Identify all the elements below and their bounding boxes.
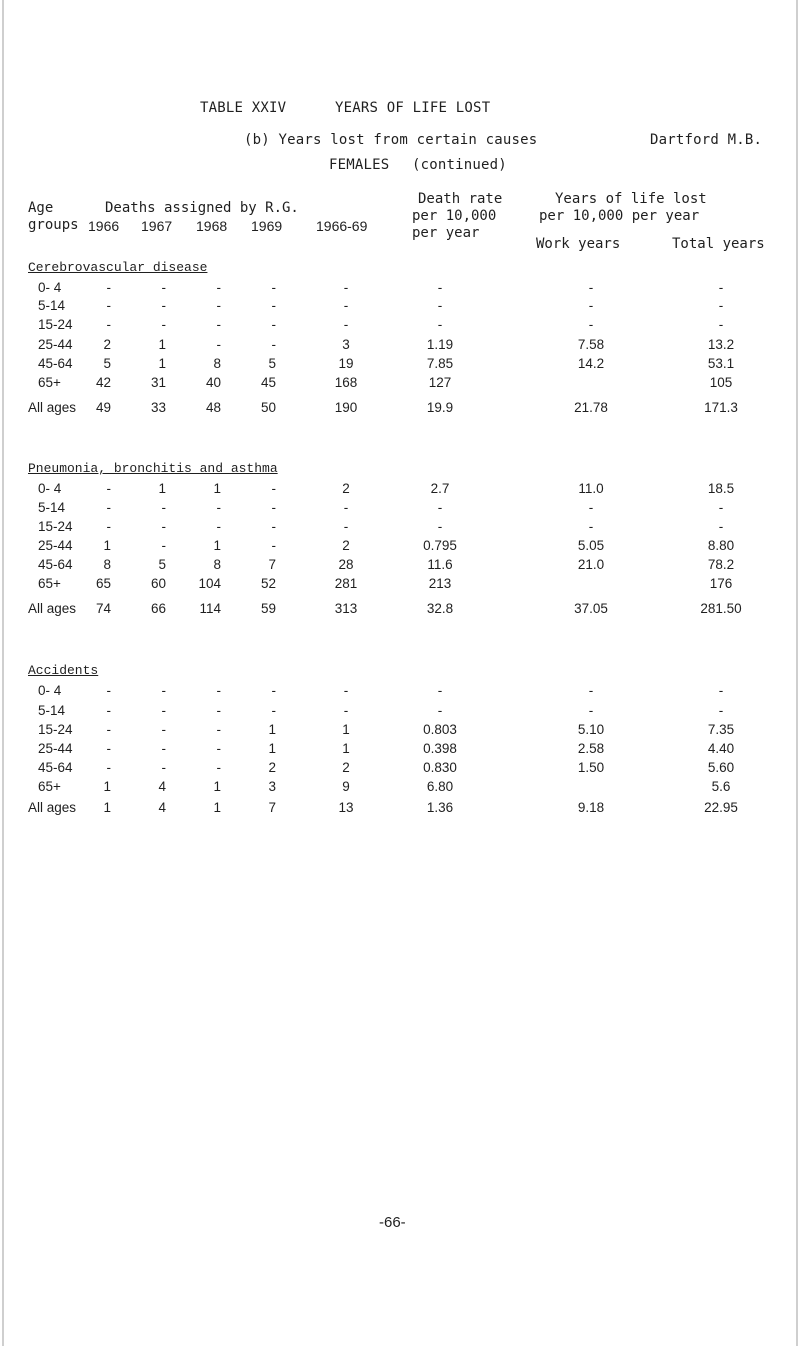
deaths-1969-cell: -: [271, 683, 276, 698]
deaths-1966-69-cell: 281: [334, 576, 358, 591]
deaths-1966-69-cell: -: [343, 683, 349, 698]
deaths-1966-69-cell: 168: [334, 375, 358, 390]
deaths-1966-69-cell: 2: [342, 760, 350, 775]
death-rate-cell: 6.80: [426, 779, 454, 794]
deaths-1968-cell: -: [216, 298, 221, 313]
deaths-1966-cell: 1: [103, 800, 111, 815]
death-rate-cell: -: [437, 317, 443, 332]
total-years-lost-cell: 105: [709, 375, 733, 390]
deaths-1966-cell: 2: [103, 337, 111, 352]
total-years-lost-cell: 7.35: [707, 722, 735, 737]
rate-header-line3: per year: [412, 225, 480, 241]
deaths-1966-cell: -: [106, 280, 111, 295]
deaths-1968-cell: 104: [198, 576, 221, 591]
total-years-lost-cell: -: [718, 500, 724, 515]
deaths-1968-cell: 40: [205, 375, 221, 390]
deaths-1967-cell: 4: [158, 779, 166, 794]
deaths-1968-cell: 1: [213, 538, 221, 553]
subtitle: (b) Years lost from certain causes: [244, 132, 538, 148]
deaths-1966-cell: 5: [103, 356, 111, 371]
table-row: [0, 538, 800, 558]
deaths-1969-cell: -: [271, 703, 276, 718]
death-rate-cell: 1.19: [426, 337, 454, 352]
table-title: TABLE XXIV: [200, 100, 287, 116]
deaths-1966-cell: -: [106, 298, 111, 313]
deaths-1968-cell: -: [216, 683, 221, 698]
death-rate-cell: -: [437, 298, 443, 313]
total-years-lost-cell: -: [718, 703, 724, 718]
deaths-1967-cell: 1: [158, 481, 166, 496]
total-years-lost-cell: -: [718, 280, 724, 295]
deaths-1967-cell: -: [161, 298, 166, 313]
deaths-1968-cell: -: [216, 317, 221, 332]
deaths-1967-cell: 4: [158, 800, 166, 815]
deaths-1968-cell: -: [216, 500, 221, 515]
work-years-lost-cell: -: [588, 500, 594, 515]
work-years-lost-cell: 37.05: [574, 601, 608, 616]
death-rate-cell: 11.6: [427, 557, 453, 572]
work-years-lost-cell: 14.2: [577, 356, 605, 371]
section-title: Accidents: [28, 663, 99, 678]
deaths-1969-cell: -: [271, 500, 276, 515]
death-rate-cell: -: [437, 280, 443, 295]
total-years-header: Total years: [672, 236, 765, 252]
deaths-1966-cell: -: [106, 481, 111, 496]
deaths-1969-cell: 7: [268, 800, 276, 815]
death-rate-cell: 2.7: [430, 481, 450, 496]
deaths-1967-cell: 5: [158, 557, 166, 572]
table-row: [0, 703, 800, 723]
age-group-label: 15-24: [38, 722, 73, 737]
deaths-1968-cell: 1: [213, 779, 221, 794]
age-group-label: 5-14: [38, 298, 66, 313]
total-years-lost-cell: 18.5: [707, 481, 735, 496]
table-row: [0, 280, 800, 300]
table-row: [0, 519, 800, 539]
deaths-1966-cell: -: [106, 760, 111, 775]
deaths-1969-cell: -: [271, 481, 276, 496]
deaths-1968-cell: -: [216, 741, 221, 756]
total-years-lost-cell: 13.2: [707, 337, 735, 352]
deaths-1967-cell: -: [161, 500, 166, 515]
age-group-label: 45-64: [38, 557, 73, 572]
table-row: [0, 375, 800, 395]
deaths-1967-cell: -: [161, 722, 166, 737]
deaths-1968-cell: 1: [213, 481, 221, 496]
deaths-1968-cell: 8: [213, 557, 221, 572]
deaths-1968-cell: 114: [199, 601, 221, 616]
age-group-label: 5-14: [38, 500, 66, 515]
deaths-1967-cell: 66: [150, 601, 166, 616]
deaths-1966-69-cell: 9: [342, 779, 350, 794]
death-rate-cell: 213: [428, 576, 452, 591]
total-years-lost-cell: -: [718, 317, 724, 332]
age-group-label: 65+: [38, 375, 61, 390]
table-row: [0, 779, 800, 799]
deaths-1967-cell: 31: [150, 375, 166, 390]
deaths-1969-cell: 1: [268, 722, 276, 737]
deaths-1966-cell: 65: [95, 576, 111, 591]
rate-header-line1: Death rate: [418, 191, 503, 207]
age-header-line2: groups: [28, 217, 79, 233]
deaths-1969-cell: -: [271, 519, 276, 534]
age-group-label: 45-64: [38, 760, 73, 775]
death-rate-cell: 0.830: [423, 760, 457, 775]
deaths-1966-69-cell: -: [343, 298, 349, 313]
deaths-1966-cell: 49: [95, 400, 111, 415]
total-years-lost-cell: 78.2: [707, 557, 735, 572]
year-1966-header: 1966: [88, 218, 120, 234]
work-years-lost-cell: -: [588, 298, 594, 313]
death-rate-cell: -: [437, 500, 443, 515]
deaths-1966-69-cell: -: [343, 703, 349, 718]
table-row: [0, 337, 800, 357]
yll-header-line2: per 10,000 per year: [539, 208, 700, 224]
year-1967-header: 1967: [141, 218, 173, 234]
deaths-1967-cell: -: [161, 760, 166, 775]
table-row: [0, 356, 800, 376]
table-row: [0, 298, 800, 318]
year-1968-header: 1968: [196, 218, 228, 234]
death-rate-cell: 127: [428, 375, 452, 390]
deaths-1966-69-cell: 28: [338, 557, 354, 572]
total-years-lost-cell: 171.3: [704, 400, 738, 415]
section-title: Cerebrovascular disease: [28, 260, 208, 275]
table-row: [0, 760, 800, 780]
table-row: [0, 683, 800, 703]
deaths-1966-69-cell: 1: [342, 741, 350, 756]
death-rate-cell: -: [437, 519, 443, 534]
deaths-1966-cell: 1: [103, 779, 111, 794]
deaths-1966-69-cell: -: [343, 519, 349, 534]
deaths-1966-cell: -: [106, 500, 111, 515]
deaths-1967-cell: -: [161, 280, 166, 295]
deaths-1968-cell: -: [216, 760, 221, 775]
scan-right-edge: [796, 0, 798, 1346]
table-row: [0, 317, 800, 337]
scan-left-edge: [2, 0, 4, 1346]
deaths-1969-cell: -: [271, 280, 276, 295]
work-years-lost-cell: -: [588, 519, 594, 534]
deaths-1966-69-cell: 3: [342, 337, 350, 352]
deaths-1966-cell: -: [106, 317, 111, 332]
table-row: [0, 500, 800, 520]
deaths-1969-cell: -: [271, 317, 276, 332]
death-rate-cell: 7.85: [426, 356, 454, 371]
yll-header-line1: Years of life lost: [555, 191, 707, 207]
deaths-1966-69-cell: -: [343, 317, 349, 332]
work-years-lost-cell: 9.18: [577, 800, 605, 815]
deaths-1966-cell: -: [106, 722, 111, 737]
work-years-header: Work years: [536, 236, 621, 252]
deaths-1967-cell: 33: [150, 400, 166, 415]
death-rate-cell: 19.9: [426, 400, 454, 415]
section-title: Pneumonia, bronchitis and asthma: [28, 461, 278, 476]
deaths-1966-cell: 1: [103, 538, 111, 553]
deaths-1969-cell: -: [271, 298, 276, 313]
total-years-lost-cell: 176: [709, 576, 733, 591]
work-years-lost-cell: 5.10: [577, 722, 605, 737]
deaths-1968-cell: 48: [205, 400, 221, 415]
age-header-line1: Age: [28, 200, 54, 216]
deaths-1967-cell: -: [161, 538, 166, 553]
deaths-1969-cell: 7: [268, 557, 276, 572]
deaths-1966-69-cell: 2: [342, 538, 350, 553]
deaths-1967-cell: -: [161, 741, 166, 756]
death-rate-cell: 0.795: [423, 538, 457, 553]
deaths-1969-cell: 52: [260, 576, 276, 591]
age-group-label: 65+: [38, 576, 61, 591]
total-years-lost-cell: -: [718, 683, 724, 698]
year-1969-header: 1969: [251, 218, 283, 234]
work-years-lost-cell: -: [588, 280, 594, 295]
deaths-1967-cell: -: [161, 519, 166, 534]
death-rate-cell: 0.803: [423, 722, 457, 737]
age-group-label: 25-44: [38, 741, 73, 756]
total-years-lost-cell: -: [718, 298, 724, 313]
age-group-label: 15-24: [38, 317, 73, 332]
total-years-lost-cell: 281.50: [700, 601, 742, 616]
deaths-1966-cell: -: [106, 683, 111, 698]
age-group-label: 0- 4: [38, 683, 62, 698]
total-years-lost-cell: 5.6: [711, 779, 731, 794]
death-rate-cell: -: [437, 703, 443, 718]
deaths-1968-cell: -: [216, 280, 221, 295]
deaths-1967-cell: 1: [158, 356, 166, 371]
page-number: -66-: [379, 1214, 406, 1231]
total-years-lost-cell: -: [718, 519, 724, 534]
deaths-1968-cell: 1: [213, 800, 221, 815]
work-years-lost-cell: 11.0: [578, 481, 604, 496]
age-group-label: 25-44: [38, 337, 73, 352]
deaths-1968-cell: 8: [213, 356, 221, 371]
table-row: [0, 601, 800, 621]
deaths-1966-cell: -: [106, 519, 111, 534]
deaths-1966-69-cell: -: [343, 500, 349, 515]
deaths-1968-cell: -: [216, 703, 221, 718]
total-years-lost-cell: 5.60: [707, 760, 735, 775]
age-group-label: All ages: [28, 800, 77, 815]
deaths-1966-69-cell: -: [343, 280, 349, 295]
deaths-1968-cell: -: [216, 337, 221, 352]
deaths-1969-cell: -: [271, 337, 276, 352]
death-rate-cell: 32.8: [426, 601, 454, 616]
age-group-label: 65+: [38, 779, 61, 794]
age-group-label: 25-44: [38, 538, 73, 553]
deaths-1966-69-cell: 2: [342, 481, 350, 496]
period-1966-69-header: 1966-69: [316, 218, 368, 234]
total-years-lost-cell: 53.1: [707, 356, 735, 371]
deaths-1967-cell: 60: [150, 576, 166, 591]
table-row: [0, 722, 800, 742]
deaths-1969-cell: 50: [260, 400, 276, 415]
continued-note: (continued): [412, 157, 507, 173]
deaths-1966-69-cell: 313: [334, 601, 358, 616]
death-rate-cell: 1.36: [426, 800, 454, 815]
work-years-lost-cell: 1.50: [577, 760, 605, 775]
deaths-1966-cell: -: [106, 703, 111, 718]
total-years-lost-cell: 8.80: [707, 538, 735, 553]
total-years-lost-cell: 4.40: [707, 741, 735, 756]
table-row: [0, 557, 800, 577]
deaths-1966-69-cell: 190: [334, 400, 358, 415]
death-rate-cell: 0.398: [423, 741, 457, 756]
deaths-1969-cell: 2: [268, 760, 276, 775]
deaths-1966-cell: 8: [103, 557, 111, 572]
deaths-1969-cell: 45: [260, 375, 276, 390]
work-years-lost-cell: 2.58: [577, 741, 605, 756]
deaths-1967-cell: -: [161, 703, 166, 718]
work-years-lost-cell: 5.05: [577, 538, 605, 553]
deaths-1967-cell: 1: [158, 337, 166, 352]
table-row: [0, 481, 800, 501]
table-row: [0, 576, 800, 596]
deaths-1966-69-cell: 1: [342, 722, 350, 737]
age-group-label: 0- 4: [38, 481, 62, 496]
work-years-lost-cell: 7.58: [577, 337, 605, 352]
work-years-lost-cell: 21.0: [577, 557, 605, 572]
deaths-header: Deaths assigned by R.G.: [105, 200, 299, 216]
deaths-1969-cell: 1: [268, 741, 276, 756]
deaths-1966-cell: -: [106, 741, 111, 756]
sex-line: FEMALES: [329, 157, 390, 173]
work-years-lost-cell: -: [588, 703, 594, 718]
deaths-1968-cell: -: [216, 519, 221, 534]
age-group-label: All ages: [28, 601, 77, 616]
work-years-lost-cell: -: [588, 683, 594, 698]
age-group-label: 15-24: [38, 519, 73, 534]
age-group-label: All ages: [28, 400, 77, 415]
deaths-1966-cell: 42: [95, 375, 111, 390]
deaths-1969-cell: -: [271, 538, 276, 553]
work-years-lost-cell: -: [588, 317, 594, 332]
deaths-1966-cell: 74: [95, 601, 111, 616]
deaths-1969-cell: 3: [268, 779, 276, 794]
deaths-1966-69-cell: 13: [338, 800, 354, 815]
table-row: [0, 800, 800, 820]
deaths-1967-cell: -: [161, 317, 166, 332]
work-years-lost-cell: 21.78: [574, 400, 608, 415]
age-group-label: 0- 4: [38, 280, 62, 295]
table-row: [0, 741, 800, 761]
deaths-1968-cell: -: [216, 722, 221, 737]
total-years-lost-cell: 22.95: [704, 800, 738, 815]
age-group-label: 45-64: [38, 356, 73, 371]
death-rate-cell: -: [437, 683, 443, 698]
age-group-label: 5-14: [38, 703, 66, 718]
rate-header-line2: per 10,000: [412, 208, 497, 224]
table-subject: YEARS OF LIFE LOST: [335, 100, 491, 116]
deaths-1966-69-cell: 19: [338, 356, 354, 371]
deaths-1969-cell: 5: [268, 356, 276, 371]
district-name: Dartford M.B.: [650, 132, 763, 148]
deaths-1969-cell: 59: [260, 601, 276, 616]
table-row: [0, 400, 800, 420]
deaths-1967-cell: -: [161, 683, 166, 698]
